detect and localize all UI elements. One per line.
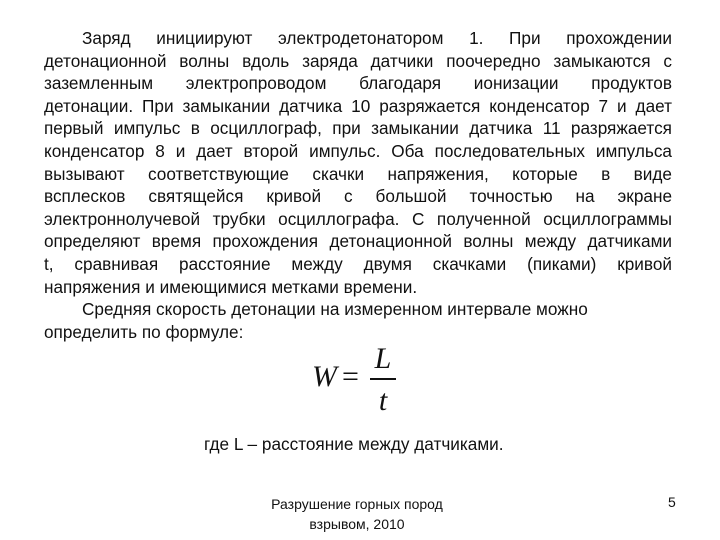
formula-numerator: L xyxy=(374,342,392,375)
text-line: напряжения и имеющимися метками времени. xyxy=(44,276,418,297)
text-line: Средняя скорость детонации на измеренном интервале можно xyxy=(82,299,588,320)
velocity-formula xyxy=(312,340,422,420)
text-line: конденсатор 8 и дает второй импульс. Оба последовательных импульса xyxy=(44,140,672,161)
footer xyxy=(252,494,462,534)
text-line: вызывают соответствующие скачки напряжения, которые в виде xyxy=(44,163,672,184)
formula-lhs: W xyxy=(312,360,337,393)
formula-equals: = xyxy=(342,360,359,393)
footer-line: взрывом, 2010 xyxy=(309,516,405,532)
text-line: первый импульс в осциллограф, при замыкании датчика 11 разряжается xyxy=(44,118,672,139)
text-line: заземленным электропроводом благодаря ионизации продуктов xyxy=(44,73,672,94)
text-line: t, сравнивая расстояние между двумя скачками (пиками) кривой xyxy=(44,253,672,274)
formula-explanation: где L – расстояние между датчиками. xyxy=(204,434,504,454)
page-number: 5 xyxy=(668,494,676,510)
text-line: детонации. При замыкании датчика 10 разряжается конденсатор 7 и дает xyxy=(44,95,672,116)
text-line: детонационной волны вдоль заряда датчики поочередно замыкаются с xyxy=(44,50,672,71)
text-line: определить по формуле: xyxy=(44,321,244,342)
body-text xyxy=(44,27,672,343)
fraction-bar xyxy=(370,378,396,380)
text-line: всплесков святящейся кривой с большой точностью на экране xyxy=(44,186,672,207)
footer-line: Разрушение горных пород xyxy=(271,496,443,512)
text-line: Заряд инициируют электродетонатором 1. При прохождении xyxy=(82,28,672,48)
text-line: электроннолучевой трубки осциллографа. С полученной осциллограммы xyxy=(44,208,672,229)
text-line: определяют время прохождения детонационной волны между датчиками xyxy=(44,231,672,252)
formula-denominator: t xyxy=(378,384,388,417)
